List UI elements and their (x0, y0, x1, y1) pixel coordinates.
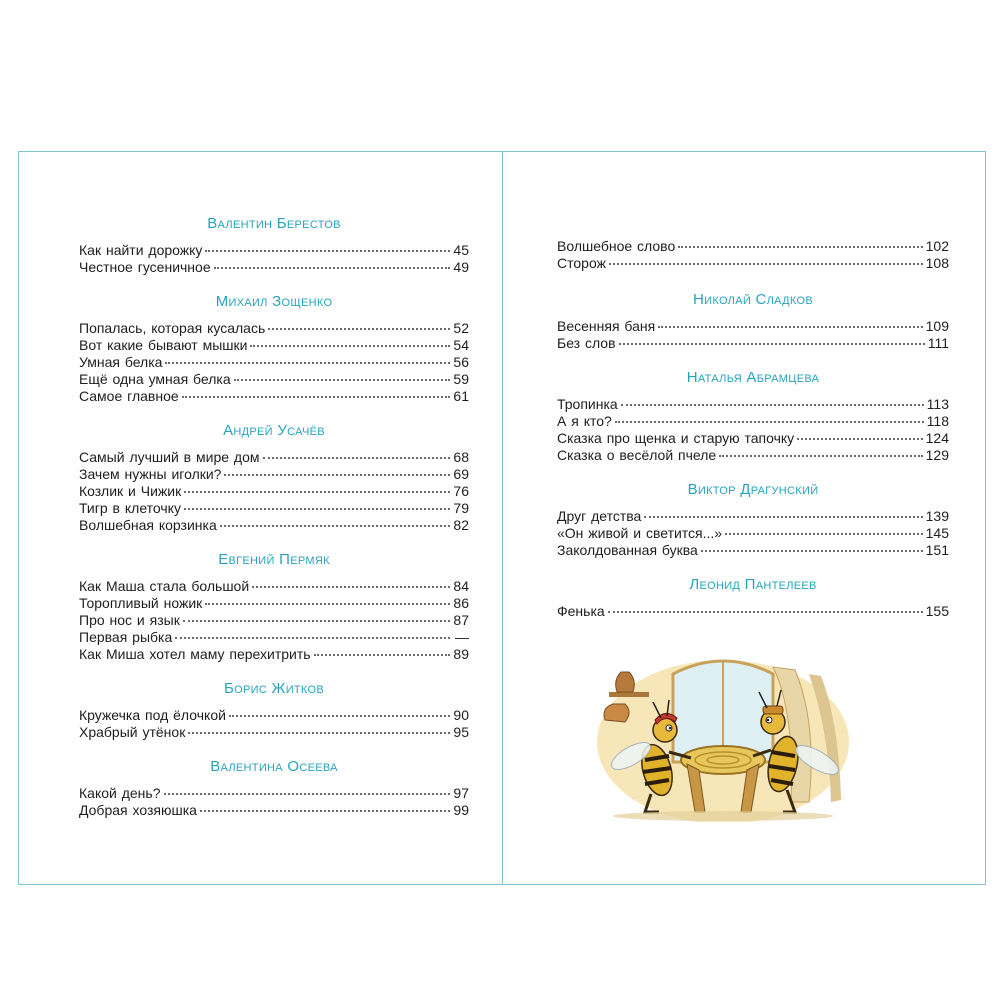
dot-leader (165, 362, 450, 364)
dot-leader (175, 637, 450, 639)
entry-title: Волшебная корзинка (79, 517, 217, 533)
dot-leader (701, 550, 923, 552)
dot-leader (200, 810, 450, 812)
entry-page-number: 54 (453, 337, 469, 353)
entry-title: Самый лучший в мире дом (79, 449, 260, 465)
contents-section (557, 238, 949, 272)
dot-leader (644, 516, 922, 518)
entry-page-number: 109 (925, 318, 949, 334)
entry-title: Тропинка (557, 396, 618, 412)
entry-title: Храбрый утёнок (79, 724, 186, 740)
entry-page-number: 129 (925, 447, 949, 463)
author-heading: Леонид Пантелеев (689, 576, 817, 593)
dot-leader (184, 491, 450, 493)
dot-leader (268, 328, 450, 330)
entry-page-number: 69 (453, 466, 469, 482)
entry-page-number: 108 (925, 255, 949, 271)
entry-page-number: 84 (453, 578, 469, 594)
entry-title: Сказка о весёлой пчеле (557, 447, 717, 463)
entry-title: Весенняя баня (557, 318, 656, 334)
contents-entry[interactable] (79, 517, 469, 534)
contents-entry[interactable] (557, 318, 949, 335)
dot-leader (619, 343, 925, 345)
right-page (503, 152, 985, 884)
dot-leader (615, 421, 924, 423)
contents-entry[interactable] (79, 449, 469, 466)
contents-entry[interactable] (557, 255, 949, 272)
entry-title: А я кто? (557, 413, 612, 429)
jug-icon (616, 672, 635, 692)
contents-section (79, 214, 469, 276)
entry-page-number: 89 (453, 646, 469, 662)
entry-page-number: 82 (453, 517, 469, 533)
entry-title: «Он живой и светится...» (557, 525, 723, 541)
dot-leader (183, 620, 450, 622)
dot-leader (797, 438, 922, 440)
contents-section (557, 290, 949, 352)
contents-entry[interactable] (79, 259, 469, 276)
entry-page-number: 76 (453, 483, 469, 499)
entry-title: Фенька (557, 603, 605, 619)
author-heading: Виктор Драгунский (687, 481, 819, 498)
entry-page-number: 102 (925, 238, 949, 254)
contents-entry[interactable] (79, 629, 469, 646)
contents-entry[interactable] (79, 802, 469, 819)
entry-page-number: 61 (453, 388, 469, 404)
entry-title: Как Миша хотел маму перехитрить (79, 646, 311, 662)
dot-leader (725, 533, 923, 535)
entry-title: Тигр в клеточку (79, 500, 181, 516)
right-contents-column (557, 238, 949, 636)
entry-page-number: 68 (453, 449, 469, 465)
dot-leader (205, 250, 450, 252)
dot-leader (214, 267, 450, 269)
dot-leader (224, 474, 450, 476)
shelf (609, 692, 649, 697)
contents-entry[interactable] (79, 500, 469, 517)
contents-entry[interactable] (79, 724, 469, 741)
entry-title: Как найти дорожку (79, 242, 203, 258)
dot-leader (164, 793, 451, 795)
contents-entry[interactable] (79, 466, 469, 483)
entry-title: Волшебное слово (557, 238, 676, 254)
contents-section (79, 292, 469, 405)
author-heading: Николай Сладков (693, 291, 813, 308)
contents-section (79, 757, 469, 819)
entry-page-number: 124 (925, 430, 949, 446)
dot-leader (182, 396, 450, 398)
entry-title: Честное гусеничное (79, 259, 211, 275)
dot-leader (314, 654, 450, 656)
contents-entry[interactable] (79, 371, 469, 388)
entry-title: Друг детства (557, 508, 642, 524)
contents-entry[interactable] (557, 238, 949, 255)
contents-entry[interactable] (79, 354, 469, 371)
author-heading: Андрей Усачёв (223, 422, 325, 439)
contents-entry[interactable] (557, 542, 949, 559)
contents-entry[interactable] (79, 320, 469, 337)
dot-leader (609, 263, 923, 265)
dot-leader (229, 715, 450, 717)
entry-page-number: 52 (453, 320, 469, 336)
contents-entry[interactable] (557, 525, 949, 542)
dot-leader (608, 611, 923, 613)
dot-leader (678, 246, 922, 248)
contents-entry[interactable] (79, 595, 469, 612)
entry-page-number: 97 (453, 785, 469, 801)
contents-entry[interactable] (79, 707, 469, 724)
entry-title: Самое главное (79, 388, 179, 404)
contents-entry[interactable] (79, 785, 469, 802)
entry-page-number: 155 (925, 603, 949, 619)
bees-at-table-illustration (595, 652, 851, 822)
entry-page-number: 45 (453, 242, 469, 258)
contents-entry[interactable] (79, 578, 469, 595)
dot-leader (263, 457, 451, 459)
left-page (19, 152, 503, 884)
contents-entry[interactable] (557, 603, 949, 620)
dot-leader (252, 586, 450, 588)
entry-title: Заколдованная буква (557, 542, 698, 558)
author-heading: Валентин Берестов (207, 215, 341, 232)
entry-title: Сказка про щенка и старую тапочку (557, 430, 795, 446)
entry-title: Про нос и язык (79, 612, 180, 628)
entry-page-number: 49 (453, 259, 469, 275)
entry-title: Зачем нужны иголки? (79, 466, 222, 482)
entry-page-number: 139 (925, 508, 949, 524)
contents-entry[interactable] (79, 242, 469, 259)
entry-title: Без слов (557, 335, 616, 351)
entry-title: Добрая хозяюшка (79, 802, 197, 818)
author-heading: Валентина Осеева (210, 758, 338, 775)
author-heading: Михаил Зощенко (215, 293, 333, 310)
entry-page-number: 79 (453, 500, 469, 516)
contents-entry[interactable] (79, 388, 469, 405)
entry-title: Кружечка под ёлочкой (79, 707, 226, 723)
left-contents-column (79, 214, 469, 835)
entry-title: Сторож (557, 255, 606, 271)
entry-title: Торопливый ножик (79, 595, 203, 611)
dot-leader (719, 455, 922, 457)
dot-leader (188, 732, 450, 734)
dot-leader (250, 345, 450, 347)
entry-page-number: 86 (453, 595, 469, 611)
entry-page-number: 87 (453, 612, 469, 628)
entry-title: Ещё одна умная белка (79, 371, 231, 387)
contents-entry[interactable] (557, 396, 949, 413)
author-heading: Наталья Абрамцева (686, 369, 820, 386)
contents-section (557, 480, 949, 559)
entry-page-number: 151 (925, 542, 949, 558)
contents-entry[interactable] (79, 646, 469, 663)
entry-page-number: 145 (925, 525, 949, 541)
contents-section (557, 575, 949, 620)
dot-leader (184, 508, 450, 510)
entry-title: Вот какие бывают мышки (79, 337, 248, 353)
entry-title: Козлик и Чижик (79, 483, 182, 499)
contents-entry[interactable] (79, 483, 469, 500)
entry-page-number: 90 (453, 707, 469, 723)
author-heading: Евгений Пермяк (218, 551, 330, 568)
contents-entry[interactable] (557, 335, 949, 352)
entry-title: Как Маша стала большой (79, 578, 250, 594)
entry-page-number: 111 (927, 335, 949, 351)
contents-entry[interactable] (557, 430, 949, 447)
dot-leader (658, 326, 922, 328)
entry-title: Какой день? (79, 785, 161, 801)
entry-page-number: 59 (453, 371, 469, 387)
contents-entry[interactable] (557, 447, 949, 464)
entry-page-number: 56 (453, 354, 469, 370)
entry-title: Первая рыбка (79, 629, 173, 645)
dot-leader (234, 379, 450, 381)
contents-entry[interactable] (557, 508, 949, 525)
contents-section (79, 421, 469, 534)
entry-title: Умная белка (79, 354, 163, 370)
contents-entry[interactable] (79, 337, 469, 354)
contents-section (79, 679, 469, 741)
book-spread (18, 151, 986, 885)
entry-page-number: 118 (926, 413, 949, 429)
author-heading: Борис Житков (223, 680, 324, 697)
entry-page-number: 95 (453, 724, 469, 740)
dot-leader (220, 525, 450, 527)
entry-page-number: — (455, 629, 469, 645)
entry-title: Попалась, которая кусалась (79, 320, 266, 336)
dot-leader (621, 404, 924, 406)
contents-entry[interactable] (557, 413, 949, 430)
entry-page-number: 99 (453, 802, 469, 818)
bowl-icon (604, 704, 629, 722)
entry-page-number: 113 (926, 396, 949, 412)
contents-entry[interactable] (79, 612, 469, 629)
contents-section (557, 368, 949, 464)
dot-leader (205, 603, 450, 605)
contents-section (79, 550, 469, 663)
